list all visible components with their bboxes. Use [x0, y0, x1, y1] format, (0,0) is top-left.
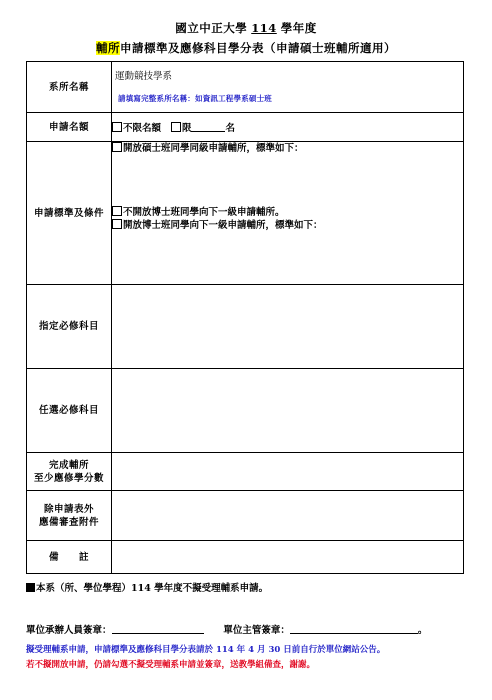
required-cell[interactable]: [112, 285, 464, 369]
not-accepting-checkbox[interactable]: [26, 583, 35, 592]
supervisor-signature-field[interactable]: [290, 623, 418, 634]
row-attachments: [27, 491, 464, 541]
criteria-label: 申請標準及條件: [27, 142, 112, 285]
handler-signature-field[interactable]: [112, 623, 204, 634]
closed-phd-text: 不開放博士班同學向下一級申請輔所。: [123, 207, 285, 218]
attach-label-line2: 應備審查附件: [38, 516, 99, 528]
row-elective-courses: [27, 369, 464, 453]
not-accepting-line: [26, 580, 268, 594]
unlimited-label: 不限名額: [123, 123, 162, 134]
row-required-courses: [27, 285, 464, 369]
credits-label-line2: 至少應修學分數: [33, 472, 104, 484]
open-phd-checkbox[interactable]: [112, 219, 122, 229]
application-form-table: [26, 61, 464, 574]
not-accepting-text: 本系（所、學位學程）114 學年度不擬受理輔系申請。: [36, 583, 269, 594]
remarks-label: 備 註: [27, 541, 112, 574]
dept-value[interactable]: 運動競技學系: [115, 71, 173, 82]
elective-label: 任選必修科目: [27, 369, 112, 453]
row-credits: [27, 453, 464, 491]
remarks-cell[interactable]: [112, 541, 464, 574]
university-name: 國立中正大學: [175, 21, 248, 35]
limited-label-prefix: 限: [181, 123, 192, 134]
limited-label-suffix: 名: [225, 123, 235, 134]
quota-cell: [112, 113, 464, 142]
form-subtitle: [0, 40, 492, 56]
dept-label: 系所名稱: [27, 62, 112, 113]
criteria-option-closed-phd: [112, 206, 463, 219]
academic-year: 114: [251, 21, 277, 35]
attach-cell[interactable]: [112, 491, 464, 541]
credits-label-line1: 完成輔所: [48, 459, 89, 471]
dept-cell: [112, 62, 464, 113]
criteria-option-open-phd: [112, 219, 463, 232]
signature-period: 。: [417, 625, 428, 636]
signature-line: [26, 622, 427, 636]
open-same-checkbox[interactable]: [112, 142, 122, 152]
quota-number-field[interactable]: [191, 122, 225, 132]
subtitle-rest: 申請標準及應修科目學分表（申請碩士班輔所適用）: [120, 41, 396, 55]
unlimited-checkbox[interactable]: [112, 122, 122, 132]
row-quota: [27, 113, 464, 142]
row-criteria: [27, 142, 464, 285]
subtitle-highlight: 輔所: [96, 41, 120, 55]
note-blue: 擬受理輔系申請，申請標準及應修科目學分表請於 114 年 4 月 30 日前自行於單位網站公告。: [26, 645, 386, 655]
limited-checkbox[interactable]: [171, 122, 181, 132]
elective-cell[interactable]: [112, 369, 464, 453]
open-phd-text: 開放博士班同學向下一級申請輔所，標準如下：: [123, 220, 323, 231]
credits-cell[interactable]: [112, 453, 464, 491]
criteria-cell: [112, 142, 464, 285]
page-title: [0, 20, 492, 36]
handler-label: 單位承辦人員簽章：: [26, 625, 112, 636]
quota-label: 申請名額: [27, 113, 112, 142]
open-same-text: 開放碩士班同學同級申請輔所，標準如下：: [123, 143, 304, 154]
year-suffix: 學年度: [280, 21, 317, 35]
row-department: [27, 62, 464, 113]
dept-note: 請填寫完整系所名稱：如資訊工程學系碩士班: [118, 94, 272, 103]
criteria-option-open-same: [112, 142, 463, 155]
supervisor-label: 單位主管簽章：: [223, 625, 290, 636]
closed-phd-checkbox[interactable]: [112, 206, 122, 216]
row-remarks: [27, 541, 464, 574]
required-label: 指定必修科目: [27, 285, 112, 369]
credits-label: [27, 453, 112, 491]
note-red: 若不擬開放申請，仍請勾選不擬受理輔系申請並簽章，送教學組備查，謝謝。: [26, 660, 316, 670]
attach-label: [27, 491, 112, 541]
attach-label-line1: 除申請表外: [43, 503, 94, 515]
